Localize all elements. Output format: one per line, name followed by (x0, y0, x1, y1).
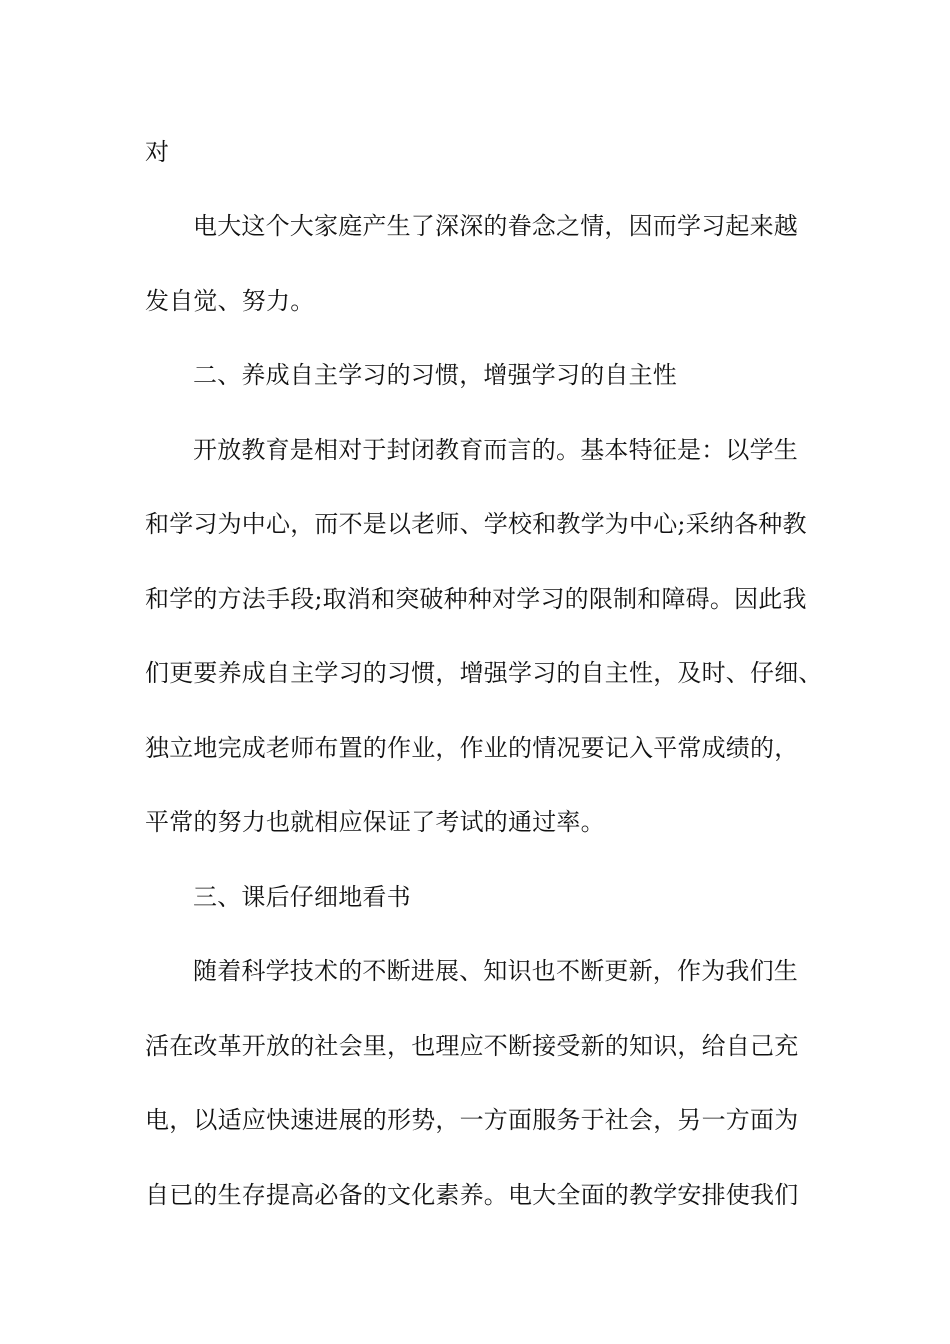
text-line-7: 和学的方法手段;取消和突破种种对学习的限制和障碍。因此我 (145, 585, 807, 613)
text-line-3: 发自觉、努力。 (145, 287, 315, 315)
text-line-1: 对 (145, 138, 170, 166)
text-line-6: 和学习为中心，而不是以老师、学校和教学为中心;采纳各种教 (145, 510, 807, 538)
text-line-12: 随着科学技术的不断进展、知识也不断更新，作为我们生 (193, 957, 798, 985)
section-heading-3: 三、课后仔细地看书 (193, 883, 411, 911)
text-line-15: 自已的生存提高必备的文化素养。电大全面的教学安排使我们 (145, 1181, 799, 1209)
text-line-13: 活在改革开放的社会里，也理应不断接受新的知识，给自己充 (145, 1032, 799, 1060)
text-line-2: 电大这个大家庭产生了深深的眷念之情，因而学习起来越 (193, 212, 798, 240)
text-line-5: 开放教育是相对于封闭教育而言的。基本特征是：以学生 (193, 436, 798, 464)
text-line-8: 们更要养成自主学习的习惯，增强学习的自主性，及时、仔细、 (145, 659, 823, 687)
section-heading-2: 二、养成自主学习的习惯，增强学习的自主性 (193, 361, 677, 389)
text-line-10: 平常的努力也就相应保证了考试的通过率。 (145, 808, 605, 836)
text-line-14: 电，以适应快速进展的形势，一方面服务于社会，另一方面为 (145, 1106, 799, 1134)
text-line-9: 独立地完成老师布置的作业，作业的情况要记入平常成绩的， (145, 734, 799, 762)
